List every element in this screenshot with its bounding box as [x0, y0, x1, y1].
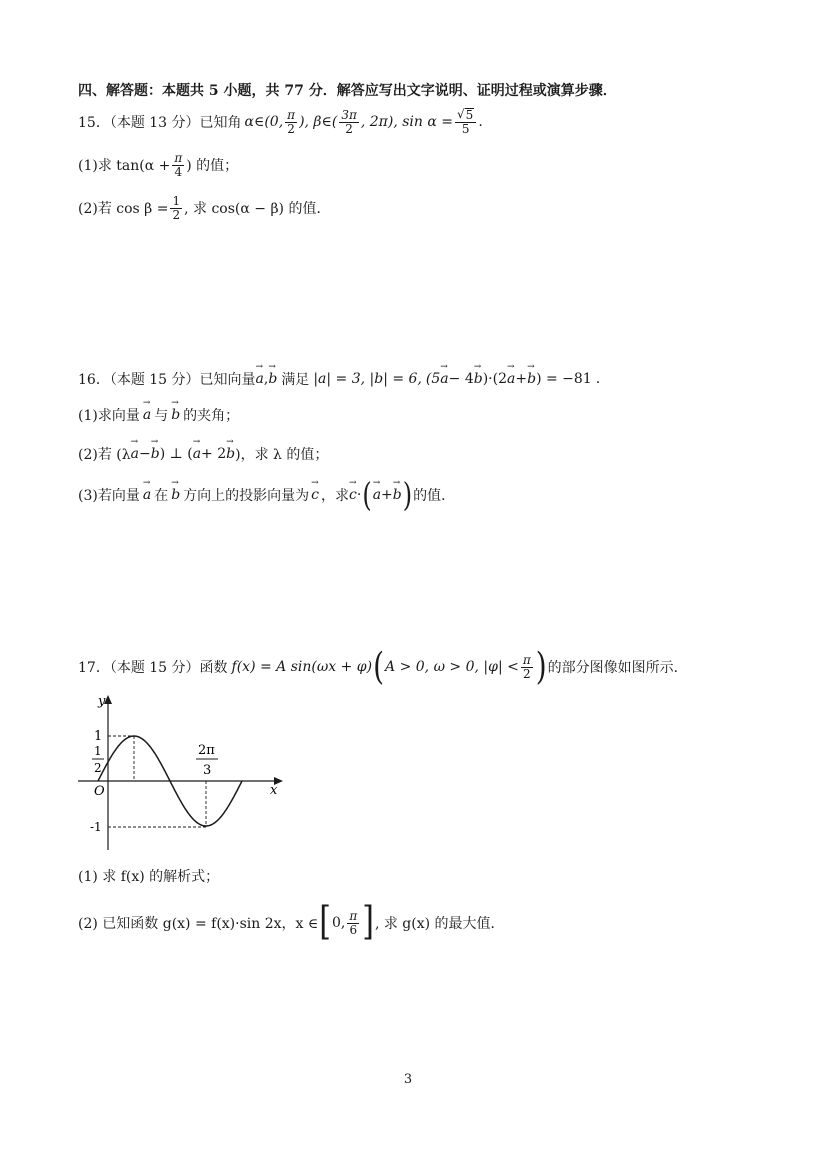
q16-comma: , [263, 371, 269, 387]
q15-frac-sqrt5-5 [455, 108, 476, 135]
vector-c: → c [349, 487, 357, 503]
y-tick-half-den: 2 [94, 761, 102, 775]
frac-den: 2 [287, 121, 295, 136]
x-tick-num: 2π [198, 743, 215, 758]
sqrt-radicand: 5 [465, 108, 474, 123]
y-label: y [98, 694, 106, 709]
q15-part2 [78, 190, 330, 226]
q15-part1 [78, 148, 238, 182]
vector-a: → a [131, 446, 139, 462]
q17-p2-zero: 0, [331, 915, 346, 931]
q15-p1-suffix: ) 的值； [186, 158, 239, 174]
q16-part1 [78, 405, 239, 425]
frac-den: 4 [174, 164, 183, 179]
vector-b: → b [268, 371, 277, 387]
q15-beta-close: , 2π), sin α = [360, 114, 454, 130]
q17-p2-suffix: , 求 g(x) 的最大值． [374, 916, 505, 932]
q16-p1-mid: 与 [154, 408, 169, 424]
q17-function: f(x) = A sin(ωx + φ) [231, 659, 373, 675]
q15-period: . [478, 114, 483, 130]
vector-a: → a [440, 371, 448, 387]
q17-suffix: 的部分图像如图所示． [547, 660, 688, 676]
q16-stem: 16．（本题 15 分）已知向量 → a , → b 满足 |a| = 3, |b| = 6, (5 → a − 4 → b )·(2 → a + → b ) = −81 . [78, 366, 600, 392]
frac-num: π [522, 652, 531, 667]
vector-c: → c [311, 487, 319, 503]
q16-prod-right: ) = −81 [536, 371, 592, 387]
vector-a: → a [143, 407, 151, 423]
vector-a: → a [507, 371, 515, 387]
q17-prefix: 17．（本题 15 分）函数 [78, 660, 228, 676]
sine-graph [78, 692, 288, 852]
q17-stem: 17．（本题 15 分）函数 f(x) = A sin(ωx + φ) ( A > 0, ω > 0, |φ| < $\frac{\pi}{2}$ ) 的部分图像如图所示． [78, 644, 688, 689]
vector-b: → b [151, 446, 160, 462]
vector-b: → b [474, 371, 483, 387]
q15-beta-open: ), β∈( [299, 114, 338, 130]
vector-b: → b [393, 487, 402, 503]
vector-b: → b [226, 446, 235, 462]
vector-a: → a [193, 446, 201, 462]
q17-frac-pi-6 [347, 910, 359, 936]
y-tick-half-num: 1 [94, 744, 102, 758]
page-number-text: 3 [403, 1072, 413, 1087]
section-heading-text: 四、解答题：本题共 5 小题，共 77 分．解答应写出文字说明、证明过程或演算步骤． [78, 83, 617, 99]
frac-den: 2 [345, 121, 353, 136]
q16-p2-minus: − [138, 446, 151, 462]
frac-num: π [349, 908, 358, 923]
frac-num: 1 [172, 193, 181, 208]
q16-p3-suffix: 的值． [413, 488, 456, 504]
x-tick-den: 3 [203, 763, 212, 778]
q16-p2-prefix: (2)若 (λ [78, 447, 131, 463]
q15-frac-pi-4 [172, 152, 184, 178]
section-heading [78, 80, 617, 100]
q17-part1 [78, 866, 219, 886]
q16-prod-mid2: + [515, 371, 528, 387]
q16-part3: (3)若向量 → a 在 → b 方向上的投影向量为 → c ，求 → c · ( → a + → b ) 的值． [78, 482, 455, 508]
q17-p2-prefix: (2) 已知函数 g(x) = f(x)·sin 2x，x ∈ [78, 916, 319, 932]
frac-den: 2 [522, 666, 531, 681]
q16-part2 [78, 444, 328, 464]
vector-b: → b [527, 371, 536, 387]
y-tick-1: 1 [94, 729, 103, 744]
x-label: x [270, 783, 278, 798]
q16-cond-text: 满足 [281, 372, 310, 388]
origin-label: O [94, 784, 105, 799]
q16-p3-dot: · [356, 487, 362, 503]
q17-conditions: A > 0, ω > 0, |φ| < [385, 659, 519, 675]
q15-frac-pi-2 [285, 109, 297, 135]
sqrt-5: √ 5 [457, 107, 474, 123]
vector-b: → b [171, 487, 180, 503]
vector-a: → a [256, 371, 264, 387]
q15-p1-prefix: (1)求 tan(α + [78, 158, 171, 174]
frac-den: 5 [461, 122, 470, 136]
q17-frac-pi-2 [521, 654, 533, 680]
q16-prod-dot: )·(2 [482, 371, 507, 387]
q15-prefix: 15．（本题 13 分）已知角 [78, 115, 242, 131]
q16-p2-perp: ) ⊥ ( [159, 446, 193, 462]
frac-num: π [287, 107, 296, 122]
q16-p2-suffix: )，求 λ 的值； [235, 447, 329, 463]
q17-part2: (2) 已知函数 g(x) = f(x)·sin 2x，x ∈ [ 0, $\frac{\pi}{6}$ ] , 求 g(x) 的最大值． [78, 899, 505, 946]
vector-a: → a [143, 487, 151, 503]
q15-p2-suffix: , 求 cos(α − β) 的值． [184, 201, 331, 217]
q16-magnitudes: |a| = 3, |b| = 6, [313, 371, 422, 387]
frac-num: 3π [341, 107, 357, 122]
vector-b: → b [171, 407, 180, 423]
q17-p1-text: (1) 求 f(x) 的解析式； [78, 869, 220, 885]
frac-num: π [174, 150, 183, 165]
q16-p1-suffix: 的夹角； [183, 408, 240, 424]
q16-prod-left: (5 [425, 371, 441, 387]
y-tick-neg1: -1 [90, 820, 102, 834]
q16-p3-mid3: ，求 [321, 488, 350, 504]
page-number [0, 1072, 816, 1087]
q16-p3-prefix: (3)若向量 [78, 488, 140, 504]
q15-p2-prefix: (2)若 cos β = [78, 201, 169, 217]
q16-p2-plus: + 2 [201, 446, 227, 462]
q15-alpha-range: α∈(0, [244, 114, 284, 130]
frac-den: 6 [349, 922, 358, 937]
vector-a: → a [373, 487, 381, 503]
frac-den: 2 [172, 207, 181, 222]
q16-p3-mid: 在 [154, 488, 169, 504]
q16-p1-prefix: (1)求向量 [78, 408, 140, 424]
q16-p3-mid2: 方向上的投影向量为 [183, 488, 310, 504]
q16-prefix: 16．（本题 15 分）已知向量 [78, 372, 256, 388]
q15-frac-1-2 [170, 195, 182, 221]
q15-frac-3pi-2 [339, 109, 359, 135]
q16-p3-plus: + [381, 487, 393, 503]
q16-prod-mid1: − 4 [448, 371, 474, 387]
q15-stem [78, 104, 483, 140]
